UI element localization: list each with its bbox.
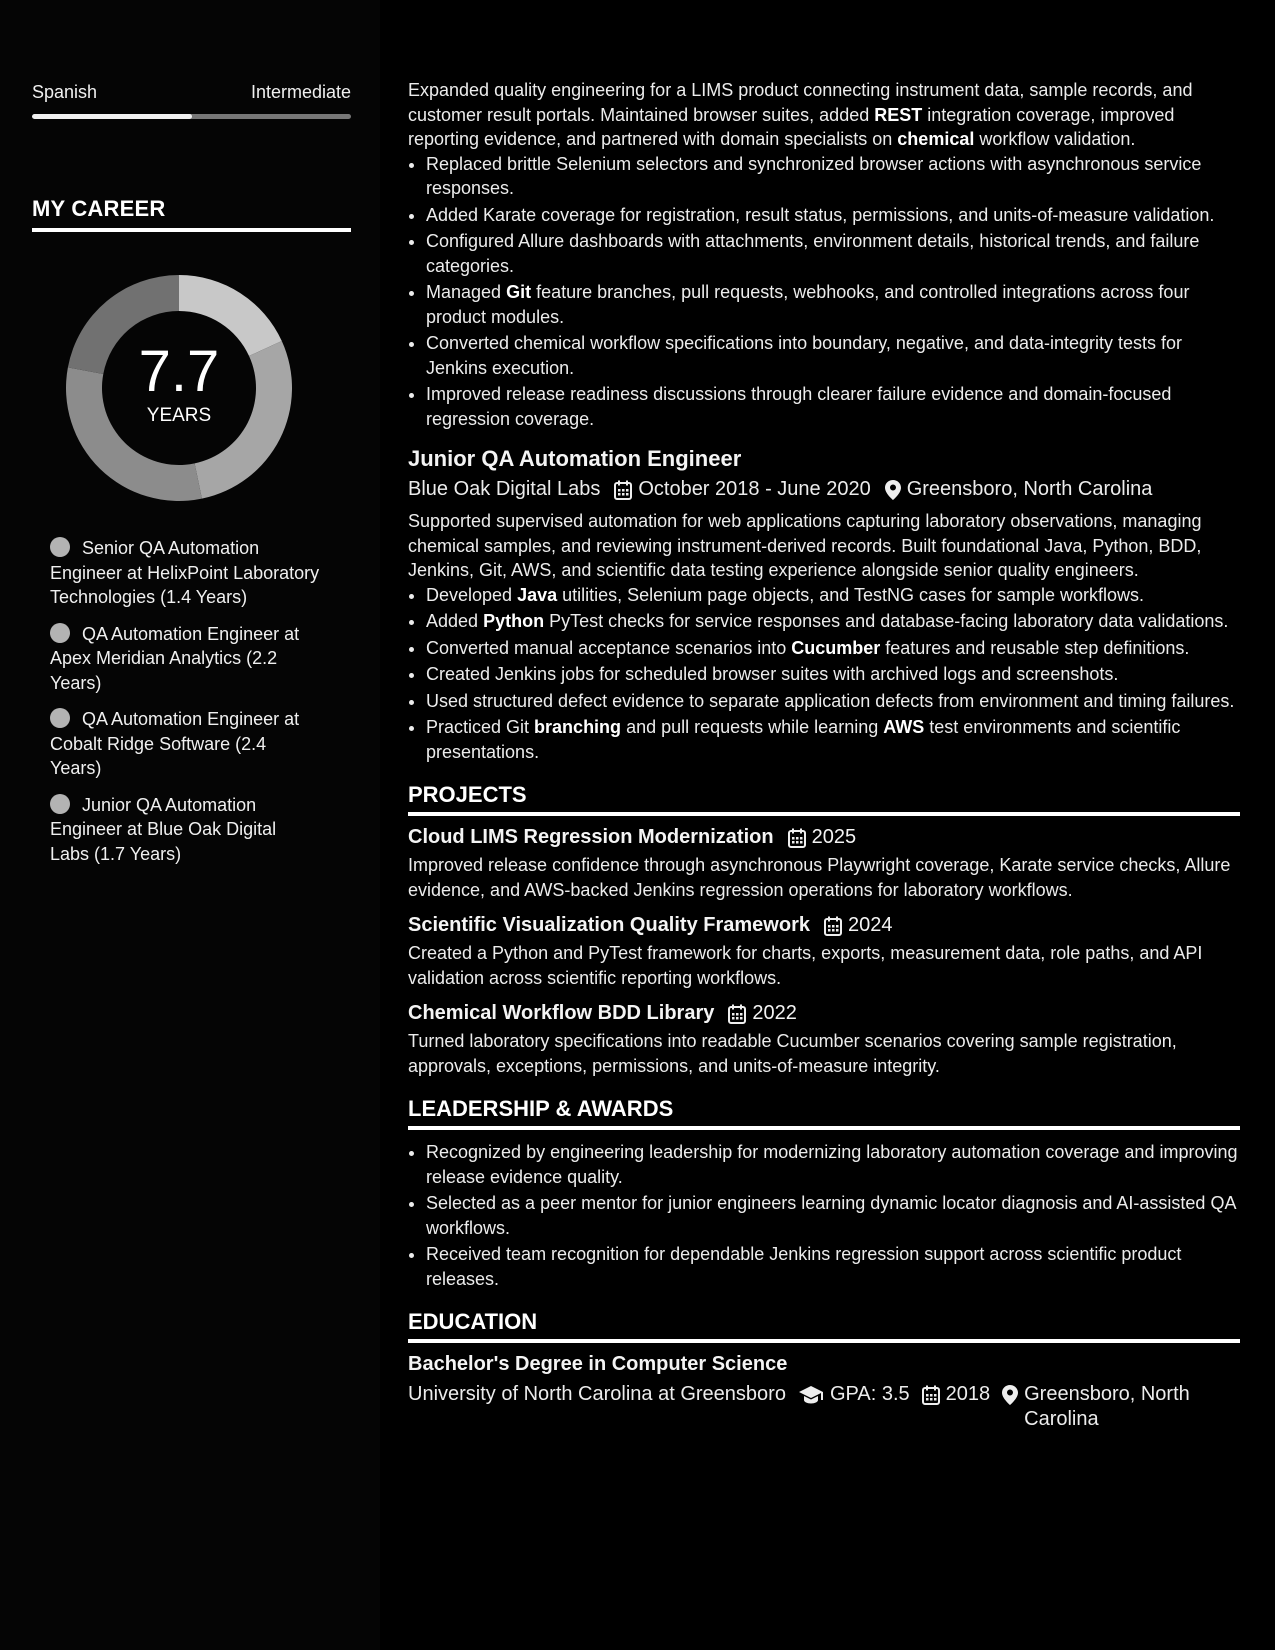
list-item: • Converted manual acceptance scenarios into Cucumber features and reusable step definitions.	[426, 636, 1240, 661]
job-company: Blue Oak Digital Labs	[408, 478, 601, 500]
project-year: 2024	[847, 914, 893, 936]
donut-center	[66, 275, 292, 501]
career-legend-label: QA Automation Engineer at Cobalt Ridge Software (2.4 Years)	[50, 709, 300, 778]
list-item: • Configured Allure dashboards with attachments, environment details, historical trends, and failure categories.	[426, 229, 1240, 278]
list-item: • Developed Java utilities, Selenium page objects, and TestNG cases for sample workflows.	[426, 583, 1240, 608]
career-legend-label: Senior QA Automation Engineer at HelixPoint Laboratory Technologies (1.4 Years)	[50, 538, 320, 607]
summary-keyword: chemical	[897, 129, 975, 149]
sidebar	[0, 0, 380, 1650]
career-legend	[50, 536, 320, 878]
school-name: University of North Carolina at Greensboro	[408, 1383, 786, 1405]
job-dates: October 2018 - June 2020	[638, 478, 871, 500]
projects-heading: PROJECTS	[408, 782, 1240, 816]
project-description: Created a Python and PyTest framework for charts, exports, measurement data, role paths, and API validation across scientific reporting workflows.	[408, 943, 1203, 988]
summary-text: workflow validation.	[974, 129, 1136, 149]
list-item: • Added Python PyTest checks for service responses and database-facing laboratory data validations.	[426, 609, 1240, 634]
career-legend-item	[50, 793, 320, 867]
project-title-row	[408, 914, 1240, 937]
project-title: Chemical Workflow BDD Library	[408, 1002, 715, 1024]
project-year: 2025	[811, 826, 857, 848]
job-meta	[408, 478, 1240, 501]
calendar-icon	[824, 916, 842, 936]
language-progress-bar	[32, 114, 351, 119]
calendar-icon	[922, 1382, 940, 1431]
legend-dot-icon	[50, 708, 70, 728]
project-title-row	[408, 1002, 1240, 1025]
project-description: Improved release confidence through asynchronous Playwright coverage, Karate service checks, Allure evidence, and AWS-backed Jenkins regression operations for laboratory workflows.	[408, 855, 1231, 900]
project-description: Turned laboratory specifications into readable Cucumber scenarios covering sample registration, approvals, exceptions, permissions, and units-of-measure integrity.	[408, 1031, 1177, 1076]
calendar-icon	[728, 1004, 746, 1024]
list-item: • Created Jenkins jobs for scheduled browser suites with archived logs and screenshots.	[426, 662, 1240, 687]
education-location: Greensboro, North Carolina	[1024, 1383, 1190, 1430]
summary-keyword: REST	[874, 104, 923, 125]
job-location: Greensboro, North Carolina	[906, 478, 1153, 500]
location-pin-icon	[885, 480, 901, 500]
experience-summary	[408, 78, 1240, 152]
legend-dot-icon	[50, 794, 70, 814]
list-item: • Recognized by engineering leadership for modernizing laboratory automation coverage and improving release evidence quality.	[426, 1140, 1240, 1189]
list-item: • Converted chemical workflow specifications into boundary, negative, and data-integrity tests for Jenkins execution.	[426, 331, 1240, 380]
leadership-list	[408, 1140, 1240, 1291]
list-item: • Managed Git feature branches, pull requests, webhooks, and controlled integrations across four product modules.	[426, 280, 1240, 329]
degree-title: Bachelor's Degree in Computer Science	[408, 1353, 788, 1375]
career-legend-item	[50, 536, 320, 610]
experience-bullets	[408, 152, 1240, 432]
job-title: Junior QA Automation Engineer	[408, 446, 742, 471]
list-item: • Used structured defect evidence to separate application defects from environment and timing failures.	[426, 689, 1240, 714]
education-meta	[408, 1382, 1240, 1431]
donut-total-years: 7.7	[138, 339, 220, 404]
location-pin-icon	[1002, 1382, 1018, 1431]
career-legend-label: QA Automation Engineer at Apex Meridian Analytics (2.2 Years)	[50, 623, 300, 693]
career-legend-item	[50, 707, 320, 781]
graduation-year: 2018	[945, 1383, 991, 1405]
main-content	[408, 0, 1240, 1431]
leadership-heading: LEADERSHIP & AWARDS	[408, 1096, 1240, 1130]
project-title: Scientific Visualization Quality Framework	[408, 914, 810, 936]
job-bullets	[408, 583, 1240, 765]
career-legend-item	[50, 622, 320, 696]
legend-dot-icon	[50, 623, 70, 643]
language-progress-fill	[32, 114, 192, 119]
list-item: • Practiced Git branching and pull requests while learning AWS test environments and scientific presentations.	[426, 715, 1240, 764]
list-item: • Received team recognition for dependable Jenkins regression support across scientific product releases.	[426, 1242, 1240, 1291]
summary-text: Expanded quality engineering for a LIMS product connecting instrument data, sample records, and customer result portals. Maintained browser suites, added	[408, 80, 1193, 125]
calendar-icon	[614, 480, 632, 500]
list-item: • Selected as a peer mentor for junior engineers learning dynamic locator diagnosis and AI-assisted QA workflows.	[426, 1191, 1240, 1240]
donut-unit-label: YEARS	[146, 405, 212, 426]
language-level: Intermediate	[250, 82, 351, 102]
language-name: Spanish	[32, 82, 98, 102]
career-donut-chart	[66, 275, 292, 501]
project-year: 2022	[752, 1002, 797, 1024]
list-item: • Improved release readiness discussions through clearer failure evidence and domain-focused regression coverage.	[426, 382, 1240, 431]
education-heading: EDUCATION	[408, 1309, 1240, 1343]
list-item: • Replaced brittle Selenium selectors and synchronized browser actions with asynchronous service responses.	[426, 152, 1240, 201]
calendar-icon	[788, 828, 806, 848]
summary-text: integration coverage, improved reporting evidence, and partnered with domain specialists on	[408, 104, 1175, 149]
career-legend-label: Junior QA Automation Engineer at Blue Oak Digital Labs (1.7 Years)	[50, 794, 277, 864]
career-heading: MY CAREER	[32, 196, 351, 232]
gpa: GPA: 3.5	[829, 1383, 910, 1405]
project-title: Cloud LIMS Regression Modernization	[408, 826, 774, 848]
list-item: • Added Karate coverage for registration, result status, permissions, and units-of-measure validation.	[426, 203, 1240, 228]
language-row	[32, 82, 351, 103]
project-title-row	[408, 826, 1240, 849]
job-summary: Supported supervised automation for web applications capturing laboratory observations, managing chemical samples, and reviewing instrument-derived records. Built foundational Java, Python, BDD, Jenkins, Git, AWS, and scientific data testing experience alongside senior quality engineers.	[408, 511, 1202, 580]
legend-dot-icon	[50, 537, 70, 557]
graduation-cap-icon	[798, 1382, 824, 1431]
